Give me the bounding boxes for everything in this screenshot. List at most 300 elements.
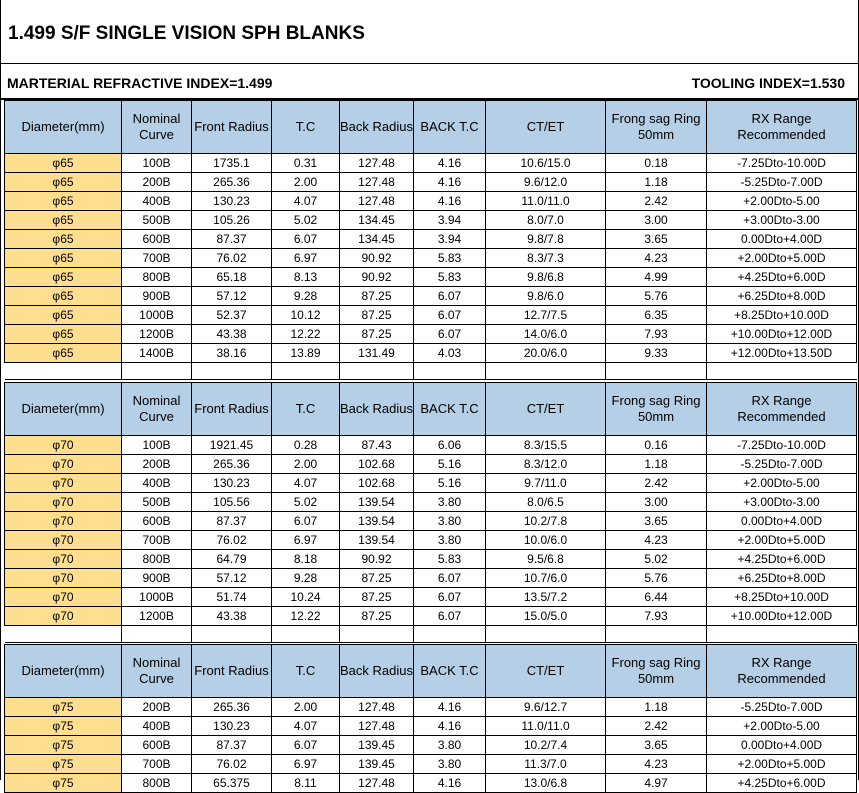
cell-back-tc: 4.16 [414, 698, 486, 717]
cell-rx-range: +8.25Dto+10.00D [707, 588, 857, 607]
blank-cell [707, 363, 857, 380]
cell-tc: 6.07 [272, 230, 340, 249]
cell-diameter: φ65 [5, 154, 122, 173]
cell-nominal-curve: 200B [122, 173, 192, 192]
cell-rx-range: 0.00Dto+4.00D [707, 230, 857, 249]
cell-rx-range: +10.00Dto+12.00D [707, 325, 857, 344]
cell-front-radius: 105.26 [192, 211, 272, 230]
cell-front-radius: 43.38 [192, 325, 272, 344]
cell-front-radius: 130.23 [192, 474, 272, 493]
cell-diameter: φ65 [5, 268, 122, 287]
cell-nominal-curve: 900B [122, 287, 192, 306]
blank-cell [122, 363, 192, 380]
cell-rx-range: +2.00Dto-5.00 [707, 474, 857, 493]
cell-ct-et: 10.6/15.0 [486, 154, 606, 173]
cell-ct-et: 20.0/6.0 [486, 344, 606, 363]
cell-rx-range: 0.00Dto+4.00D [707, 512, 857, 531]
cell-nominal-curve: 800B [122, 550, 192, 569]
cell-back-tc: 3.80 [414, 512, 486, 531]
cell-tc: 10.24 [272, 588, 340, 607]
cell-diameter: φ70 [5, 550, 122, 569]
cell-nominal-curve: 200B [122, 698, 192, 717]
cell-nominal-curve: 100B [122, 154, 192, 173]
cell-back-tc: 3.80 [414, 531, 486, 550]
cell-tc: 8.13 [272, 268, 340, 287]
cell-front-sag: 3.65 [606, 736, 707, 755]
blank-cell [707, 626, 857, 643]
cell-nominal-curve: 600B [122, 512, 192, 531]
cell-front-radius: 265.36 [192, 698, 272, 717]
header-front-radius: Front Radius [192, 101, 272, 154]
table-row [5, 550, 857, 569]
cell-front-sag: 5.02 [606, 550, 707, 569]
cell-ct-et: 10.7/6.0 [486, 569, 606, 588]
cell-front-sag: 6.44 [606, 588, 707, 607]
cell-front-sag: 4.23 [606, 249, 707, 268]
cell-tc: 6.97 [272, 531, 340, 550]
table-row [5, 192, 857, 211]
cell-back-radius: 90.92 [340, 249, 414, 268]
cell-back-tc: 6.07 [414, 569, 486, 588]
blank-cell [340, 626, 414, 643]
cell-back-tc: 6.07 [414, 607, 486, 626]
cell-back-tc: 3.80 [414, 736, 486, 755]
cell-tc: 2.00 [272, 173, 340, 192]
cell-back-tc: 4.16 [414, 192, 486, 211]
cell-back-radius: 87.25 [340, 306, 414, 325]
cell-back-tc: 4.16 [414, 173, 486, 192]
header-ct-et: CT/ET [486, 645, 606, 698]
cell-front-radius: 57.12 [192, 287, 272, 306]
cell-tc: 0.28 [272, 436, 340, 455]
cell-front-sag: 3.00 [606, 493, 707, 512]
cell-nominal-curve: 600B [122, 230, 192, 249]
blank-cell [340, 363, 414, 380]
header-back-tc: BACK T.C [414, 101, 486, 154]
blank-cell [414, 626, 486, 643]
cell-diameter: φ70 [5, 607, 122, 626]
cell-tc: 12.22 [272, 325, 340, 344]
cell-ct-et: 13.5/7.2 [486, 588, 606, 607]
blank-cell [122, 626, 192, 643]
blank-cell [414, 363, 486, 380]
cell-front-radius: 130.23 [192, 192, 272, 211]
cell-back-radius: 90.92 [340, 550, 414, 569]
cell-back-tc: 3.80 [414, 493, 486, 512]
cell-diameter: φ65 [5, 230, 122, 249]
header-diameter: Diameter(mm) [5, 101, 122, 154]
cell-back-radius: 139.45 [340, 736, 414, 755]
cell-front-radius: 87.37 [192, 512, 272, 531]
cell-tc: 9.28 [272, 287, 340, 306]
table-row [5, 173, 857, 192]
cell-diameter: φ70 [5, 474, 122, 493]
cell-front-sag: 1.18 [606, 455, 707, 474]
cell-rx-range: +6.25Dto+8.00D [707, 287, 857, 306]
header-front-sag: Frong sag Ring 50mm [606, 101, 707, 154]
cell-nominal-curve: 500B [122, 211, 192, 230]
cell-tc: 6.97 [272, 249, 340, 268]
cell-diameter: φ75 [5, 755, 122, 774]
table-row [5, 474, 857, 493]
cell-diameter: φ70 [5, 455, 122, 474]
cell-back-tc: 4.16 [414, 774, 486, 793]
cell-diameter: φ65 [5, 287, 122, 306]
blank-cell [192, 626, 272, 643]
cell-back-radius: 127.48 [340, 173, 414, 192]
cell-diameter: φ70 [5, 531, 122, 550]
cell-tc: 8.18 [272, 550, 340, 569]
header-diameter: Diameter(mm) [5, 645, 122, 698]
cell-ct-et: 9.8/6.0 [486, 287, 606, 306]
cell-ct-et: 9.6/12.0 [486, 173, 606, 192]
blank-cell [5, 363, 122, 380]
cell-back-tc: 5.16 [414, 474, 486, 493]
cell-tc: 8.11 [272, 774, 340, 793]
cell-ct-et: 9.6/12.7 [486, 698, 606, 717]
cell-rx-range: +2.00Dto+5.00D [707, 531, 857, 550]
cell-front-radius: 43.38 [192, 607, 272, 626]
table-row [5, 607, 857, 626]
cell-ct-et: 8.3/12.0 [486, 455, 606, 474]
cell-diameter: φ65 [5, 249, 122, 268]
cell-front-sag: 4.23 [606, 531, 707, 550]
cell-back-tc: 5.16 [414, 455, 486, 474]
cell-back-radius: 134.45 [340, 211, 414, 230]
cell-back-tc: 5.83 [414, 249, 486, 268]
cell-ct-et: 10.2/7.8 [486, 512, 606, 531]
table-row [5, 588, 857, 607]
cell-ct-et: 9.5/6.8 [486, 550, 606, 569]
cell-front-radius: 1735.1 [192, 154, 272, 173]
cell-diameter: φ70 [5, 569, 122, 588]
cell-rx-range: -7.25Dto-10.00D [707, 154, 857, 173]
cell-nominal-curve: 700B [122, 531, 192, 550]
cell-front-sag: 1.18 [606, 173, 707, 192]
cell-ct-et: 15.0/5.0 [486, 607, 606, 626]
cell-tc: 5.02 [272, 211, 340, 230]
cell-nominal-curve: 400B [122, 717, 192, 736]
cell-back-tc: 6.07 [414, 306, 486, 325]
header-tc: T.C [272, 101, 340, 154]
cell-back-radius: 127.48 [340, 154, 414, 173]
cell-rx-range: +6.25Dto+8.00D [707, 569, 857, 588]
cell-nominal-curve: 400B [122, 192, 192, 211]
sheet-left-border [0, 0, 1, 780]
cell-front-radius: 130.23 [192, 717, 272, 736]
blank-cell [272, 626, 340, 643]
cell-ct-et: 11.3/7.0 [486, 755, 606, 774]
cell-back-radius: 139.54 [340, 531, 414, 550]
cell-rx-range: +3.00Dto-3.00 [707, 493, 857, 512]
cell-back-tc: 3.94 [414, 211, 486, 230]
header-back-radius: Back Radius [340, 383, 414, 436]
cell-front-sag: 6.35 [606, 306, 707, 325]
cell-back-tc: 6.07 [414, 588, 486, 607]
header-row [5, 101, 857, 154]
table-diameter-70 [4, 382, 857, 643]
cell-diameter: φ75 [5, 717, 122, 736]
blank-cell [606, 626, 707, 643]
cell-back-radius: 131.49 [340, 344, 414, 363]
table-row [5, 154, 857, 173]
cell-nominal-curve: 800B [122, 774, 192, 793]
cell-tc: 10.12 [272, 306, 340, 325]
header-rx-range: RX Range Recommended [707, 383, 857, 436]
header-tc: T.C [272, 383, 340, 436]
cell-diameter: φ70 [5, 512, 122, 531]
table-row [5, 325, 857, 344]
cell-front-radius: 76.02 [192, 249, 272, 268]
table-row [5, 755, 857, 774]
tooling-index: TOOLING INDEX=1.530 [691, 75, 845, 91]
cell-front-radius: 76.02 [192, 755, 272, 774]
table-row [5, 512, 857, 531]
cell-rx-range: +3.00Dto-3.00 [707, 211, 857, 230]
cell-rx-range: +8.25Dto+10.00D [707, 306, 857, 325]
header-back-tc: BACK T.C [414, 383, 486, 436]
cell-front-radius: 57.12 [192, 569, 272, 588]
cell-rx-range: +12.00Dto+13.50D [707, 344, 857, 363]
cell-back-radius: 127.48 [340, 774, 414, 793]
table-diameter-75 [4, 644, 857, 793]
cell-ct-et: 12.7/7.5 [486, 306, 606, 325]
cell-back-radius: 139.54 [340, 493, 414, 512]
blank-cell [192, 363, 272, 380]
cell-diameter: φ65 [5, 211, 122, 230]
header-back-tc: BACK T.C [414, 645, 486, 698]
cell-back-tc: 4.03 [414, 344, 486, 363]
cell-tc: 9.28 [272, 569, 340, 588]
header-back-radius: Back Radius [340, 645, 414, 698]
cell-tc: 2.00 [272, 698, 340, 717]
cell-rx-range: +2.00Dto-5.00 [707, 717, 857, 736]
cell-back-tc: 5.83 [414, 268, 486, 287]
cell-back-tc: 5.83 [414, 550, 486, 569]
table-row [5, 736, 857, 755]
cell-front-sag: 5.76 [606, 569, 707, 588]
table-row [5, 698, 857, 717]
blank-row [5, 363, 857, 380]
cell-back-tc: 6.07 [414, 287, 486, 306]
header-row [5, 645, 857, 698]
blank-cell [272, 363, 340, 380]
header-tc: T.C [272, 645, 340, 698]
cell-front-sag: 2.42 [606, 192, 707, 211]
cell-nominal-curve: 800B [122, 268, 192, 287]
cell-rx-range: +2.00Dto+5.00D [707, 249, 857, 268]
table-row [5, 287, 857, 306]
cell-nominal-curve: 900B [122, 569, 192, 588]
cell-rx-range: -5.25Dto-7.00D [707, 698, 857, 717]
cell-front-radius: 64.79 [192, 550, 272, 569]
header-nominal-curve: Nominal Curve [122, 645, 192, 698]
header-ct-et: CT/ET [486, 101, 606, 154]
index-row [0, 64, 859, 100]
cell-diameter: φ70 [5, 493, 122, 512]
cell-back-tc: 6.07 [414, 325, 486, 344]
table-row [5, 344, 857, 363]
cell-nominal-curve: 500B [122, 493, 192, 512]
cell-nominal-curve: 1000B [122, 306, 192, 325]
table-row [5, 249, 857, 268]
cell-nominal-curve: 1000B [122, 588, 192, 607]
cell-ct-et: 8.3/7.3 [486, 249, 606, 268]
cell-tc: 0.31 [272, 154, 340, 173]
material-index: MARTERIAL REFRACTIVE INDEX=1.499 [7, 75, 273, 91]
cell-back-tc: 3.80 [414, 755, 486, 774]
cell-tc: 2.00 [272, 455, 340, 474]
cell-diameter: φ70 [5, 588, 122, 607]
cell-front-sag: 0.18 [606, 154, 707, 173]
cell-ct-et: 8.0/7.0 [486, 211, 606, 230]
cell-rx-range: +4.25Dto+6.00D [707, 268, 857, 287]
table-row [5, 774, 857, 793]
cell-front-sag: 2.42 [606, 717, 707, 736]
header-front-sag: Frong sag Ring 50mm [606, 383, 707, 436]
table-row [5, 230, 857, 249]
cell-front-sag: 9.33 [606, 344, 707, 363]
cell-nominal-curve: 600B [122, 736, 192, 755]
table-row [5, 455, 857, 474]
cell-ct-et: 11.0/11.0 [486, 717, 606, 736]
cell-ct-et: 10.0/6.0 [486, 531, 606, 550]
cell-diameter: φ65 [5, 306, 122, 325]
cell-front-radius: 65.18 [192, 268, 272, 287]
cell-front-radius: 76.02 [192, 531, 272, 550]
cell-nominal-curve: 1400B [122, 344, 192, 363]
cell-ct-et: 14.0/6.0 [486, 325, 606, 344]
cell-back-tc: 4.16 [414, 154, 486, 173]
cell-nominal-curve: 100B [122, 436, 192, 455]
cell-front-sag: 2.42 [606, 474, 707, 493]
cell-tc: 6.97 [272, 755, 340, 774]
cell-back-radius: 87.43 [340, 436, 414, 455]
cell-front-sag: 3.00 [606, 211, 707, 230]
page-title: 1.499 S/F SINGLE VISION SPH BLANKS [0, 0, 859, 64]
table-row [5, 268, 857, 287]
header-front-sag: Frong sag Ring 50mm [606, 645, 707, 698]
cell-front-radius: 52.37 [192, 306, 272, 325]
cell-front-radius: 51.74 [192, 588, 272, 607]
cell-tc: 13.89 [272, 344, 340, 363]
table-row [5, 493, 857, 512]
table-row [5, 717, 857, 736]
cell-back-radius: 127.48 [340, 717, 414, 736]
header-rx-range: RX Range Recommended [707, 645, 857, 698]
cell-front-radius: 87.37 [192, 230, 272, 249]
cell-front-radius: 38.16 [192, 344, 272, 363]
cell-front-radius: 1921.45 [192, 436, 272, 455]
cell-rx-range: +10.00Dto+12.00D [707, 607, 857, 626]
cell-diameter: φ65 [5, 344, 122, 363]
header-front-radius: Front Radius [192, 383, 272, 436]
cell-back-radius: 139.45 [340, 755, 414, 774]
cell-tc: 6.07 [272, 512, 340, 531]
cell-diameter: φ75 [5, 774, 122, 793]
cell-front-radius: 105.56 [192, 493, 272, 512]
cell-back-tc: 4.16 [414, 717, 486, 736]
cell-rx-range: -5.25Dto-7.00D [707, 455, 857, 474]
cell-back-radius: 127.48 [340, 698, 414, 717]
cell-back-radius: 102.68 [340, 474, 414, 493]
cell-ct-et: 13.0/6.8 [486, 774, 606, 793]
cell-tc: 5.02 [272, 493, 340, 512]
cell-ct-et: 11.0/11.0 [486, 192, 606, 211]
cell-front-radius: 65.375 [192, 774, 272, 793]
cell-back-radius: 87.25 [340, 325, 414, 344]
cell-front-sag: 3.65 [606, 512, 707, 531]
table-row [5, 211, 857, 230]
cell-back-radius: 87.25 [340, 569, 414, 588]
cell-rx-range: -7.25Dto-10.00D [707, 436, 857, 455]
header-nominal-curve: Nominal Curve [122, 383, 192, 436]
cell-diameter: φ65 [5, 325, 122, 344]
cell-back-radius: 87.25 [340, 287, 414, 306]
cell-rx-range: +4.25Dto+6.00D [707, 774, 857, 793]
cell-front-sag: 0.16 [606, 436, 707, 455]
cell-ct-et: 9.8/7.8 [486, 230, 606, 249]
cell-tc: 4.07 [272, 474, 340, 493]
cell-nominal-curve: 400B [122, 474, 192, 493]
header-diameter: Diameter(mm) [5, 383, 122, 436]
table-row [5, 569, 857, 588]
cell-ct-et: 8.3/15.5 [486, 436, 606, 455]
cell-front-sag: 7.93 [606, 325, 707, 344]
cell-front-sag: 7.93 [606, 607, 707, 626]
cell-front-radius: 87.37 [192, 736, 272, 755]
cell-diameter: φ75 [5, 736, 122, 755]
cell-back-radius: 87.25 [340, 588, 414, 607]
cell-rx-range: -5.25Dto-7.00D [707, 173, 857, 192]
cell-front-sag: 4.97 [606, 774, 707, 793]
cell-ct-et: 9.7/11.0 [486, 474, 606, 493]
blank-cell [486, 363, 606, 380]
header-rx-range: RX Range Recommended [707, 101, 857, 154]
cell-front-radius: 265.36 [192, 173, 272, 192]
blank-cell [486, 626, 606, 643]
table-diameter-65 [4, 100, 857, 380]
cell-nominal-curve: 700B [122, 755, 192, 774]
cell-front-sag: 4.23 [606, 755, 707, 774]
cell-back-radius: 127.48 [340, 192, 414, 211]
cell-front-sag: 5.76 [606, 287, 707, 306]
cell-nominal-curve: 200B [122, 455, 192, 474]
cell-diameter: φ70 [5, 436, 122, 455]
header-back-radius: Back Radius [340, 101, 414, 154]
header-row [5, 383, 857, 436]
cell-nominal-curve: 700B [122, 249, 192, 268]
cell-front-sag: 4.99 [606, 268, 707, 287]
table-row [5, 306, 857, 325]
cell-back-tc: 3.94 [414, 230, 486, 249]
cell-nominal-curve: 1200B [122, 325, 192, 344]
cell-diameter: φ65 [5, 192, 122, 211]
cell-tc: 4.07 [272, 717, 340, 736]
cell-rx-range: +2.00Dto+5.00D [707, 755, 857, 774]
header-ct-et: CT/ET [486, 383, 606, 436]
cell-front-sag: 1.18 [606, 698, 707, 717]
header-nominal-curve: Nominal Curve [122, 101, 192, 154]
cell-diameter: φ65 [5, 173, 122, 192]
cell-nominal-curve: 1200B [122, 607, 192, 626]
cell-ct-et: 8.0/6.5 [486, 493, 606, 512]
table-row [5, 436, 857, 455]
cell-back-radius: 134.45 [340, 230, 414, 249]
table-row [5, 531, 857, 550]
cell-ct-et: 10.2/7.4 [486, 736, 606, 755]
cell-rx-range: 0.00Dto+4.00D [707, 736, 857, 755]
